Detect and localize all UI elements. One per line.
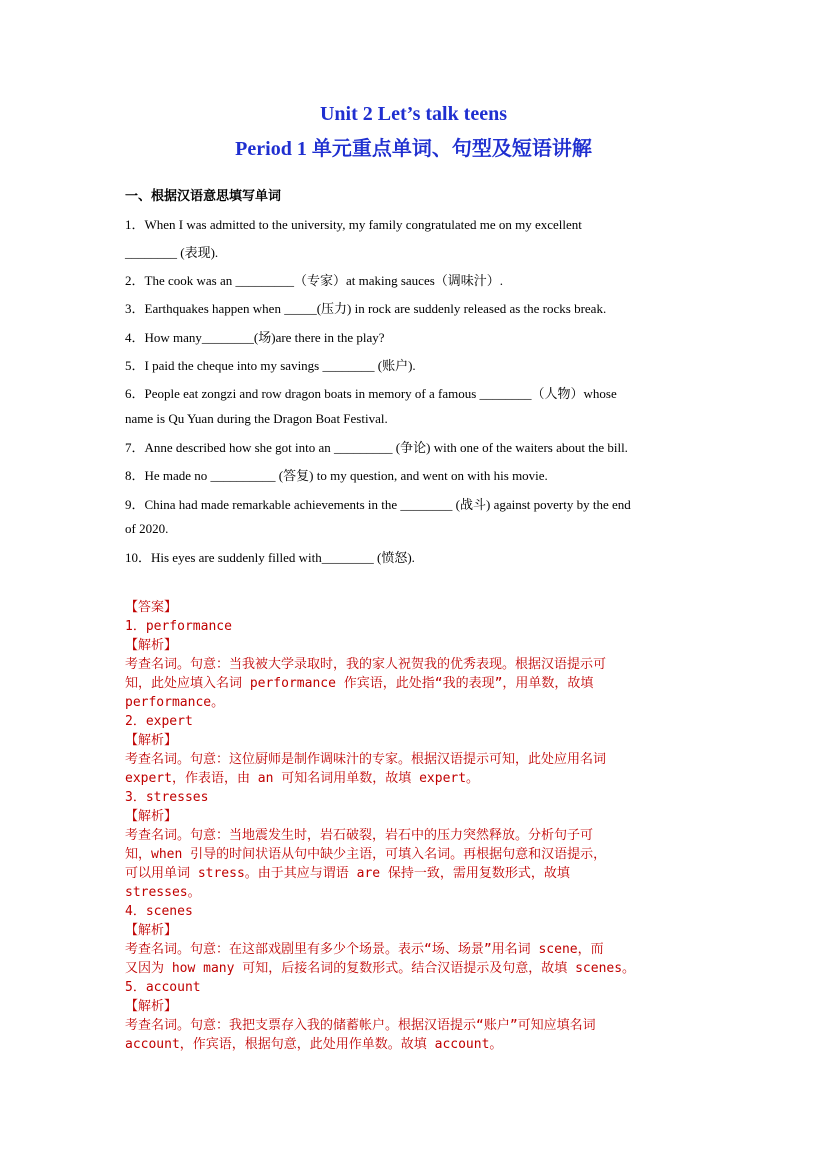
unit-title: Unit 2 Let’s talk teens [319,103,508,125]
question-line: 5．I paid the cheque into my savings ________ (账户). [125,358,416,373]
analysis-heading: 【解析】 [125,809,178,824]
answer-heading: 【答案】 [125,600,178,615]
answer-line: performance。 [125,695,225,710]
analysis-heading: 【解析】 [125,733,178,748]
answer-line: 5．account [125,980,201,995]
answer-line: 考查名词。句意：这位厨师是制作调味汁的专家。根据汉语提示可知，此处应用名词 [125,752,607,767]
question-line: 4．How many________(场)are there in the play? [125,330,385,345]
answer-line: 1．performance [125,619,232,634]
answer-line: 考查名词。句意：我把支票存入我的储蓄帐户。根据汉语提示“账户”可知应填名词 [125,1018,596,1033]
analysis-heading: 【解析】 [125,999,178,1014]
analysis-heading: 【解析】 [125,638,178,653]
question-line: 9．China had made remarkable achievements in the ________ (战斗) against poverty by the end [125,497,631,512]
answer-line: 考查名词。句意：当我被大学录取时，我的家人祝贺我的优秀表现。根据汉语提示可 [125,657,607,672]
answer-line: 3．stresses [125,790,209,805]
answer-line: account，作宾语，根据句意，此处用作单数。故填 account。 [125,1037,503,1052]
answer-line: 又因为 how many 可知，后接名词的复数形式。结合汉语提示及句意，故填 scenes。 [125,961,636,976]
section-heading: 一、根据汉语意思填写单词 [125,189,282,204]
answer-line: 可以用单词 stress。由于其应与谓语 are 保持一致，需用复数形式，故填 [125,866,570,881]
period-title: Period 1 单元重点单词、句型及短语讲解 [235,138,592,160]
question-line: name is Qu Yuan during the Dragon Boat Festival. [125,411,388,426]
question-line: of 2020. [125,521,169,536]
answer-line: 考查名词。句意：当地震发生时，岩石破裂，岩石中的压力突然释放。分析句子可 [125,828,594,843]
question-line: ________ (表现). [125,245,219,260]
question-line: 2．The cook was an _________（专家）at making sauces（调味汁）. [125,273,504,288]
question-line: 10．His eyes are suddenly filled with________ (愤怒). [125,550,415,565]
answer-line: 考查名词。句意：在这部戏剧里有多少个场景。表示“场、场景”用名词 scene，而 [125,942,604,957]
answer-line: 知，when 引导的时间状语从句中缺少主语，可填入名词。再根据句意和汉语提示， [125,847,607,862]
answer-line: 知，此处应填入名词 performance 作宾语，此处指“我的表现”，用单数，故填 [125,676,594,691]
answer-section [125,598,705,1054]
analysis-heading: 【解析】 [125,923,178,938]
question-line: 1．When I was admitted to the university, my family congratulated me on my excellent [125,217,582,232]
answer-line: stresses。 [125,885,201,900]
question-line: 6．People eat zongzi and row dragon boats in memory of a famous ________（人物）whose [125,386,617,401]
answer-line: 2．expert [125,714,193,729]
answer-line: 4．scenes [125,904,193,919]
answer-line: expert，作表语，由 an 可知名词用单数，故填 expert。 [125,771,480,786]
question-line: 3．Earthquakes happen when _____(压力) in rock are suddenly released as the rocks break. [125,301,607,316]
question-line: 7．Anne described how she got into an _________ (争论) with one of the waiters about the bill. [125,440,628,455]
question-line: 8．He made no __________ (答复) to my question, and went on with his movie. [125,468,548,483]
